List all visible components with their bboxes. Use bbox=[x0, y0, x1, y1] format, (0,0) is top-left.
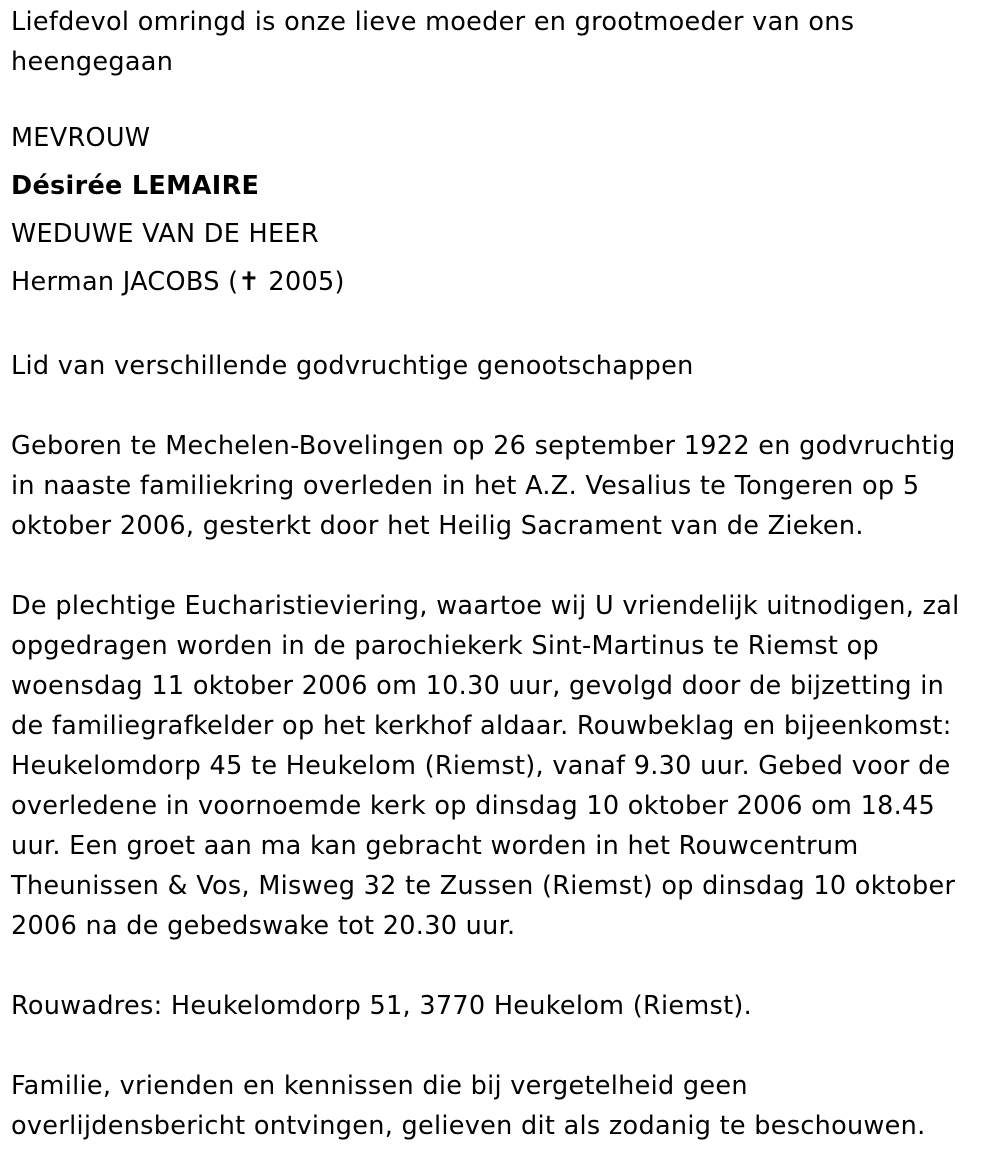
deceased-name: Désirée LEMAIRE bbox=[11, 171, 260, 201]
ceremony-paragraph bbox=[11, 586, 986, 946]
spouse-line: Herman JACOBS (✝ 2005) bbox=[11, 267, 345, 297]
text-line: 2006 na de gebedswake tot 20.30 uur. bbox=[11, 911, 516, 941]
honorific-title: MEVROUW bbox=[11, 123, 151, 153]
text-line: de familiegrafkelder op het kerkhof aldaar. Rouwbeklag en bijeenkomst: bbox=[11, 711, 952, 741]
intro-paragraph bbox=[11, 2, 986, 82]
text-line: Geboren te Mechelen-Bovelingen op 26 september 1922 en godvruchtig bbox=[11, 431, 956, 461]
text-line: De plechtige Eucharistieviering, waartoe wij U vriendelijk uitnodigen, zal bbox=[11, 591, 960, 621]
text-line: Liefdevol omringd is onze lieve moeder en grootmoeder van ons bbox=[11, 7, 855, 37]
text-line: Lid van verschillende godvruchtige genootschappen bbox=[11, 351, 694, 381]
death-notice bbox=[11, 2, 986, 1146]
deceased-name-block bbox=[11, 114, 986, 306]
address-paragraph bbox=[11, 986, 986, 1026]
text-line: woensdag 11 oktober 2006 om 10.30 uur, gevolgd door de bijzetting in bbox=[11, 671, 945, 701]
text-line: overlijdensbericht ontvingen, gelieven dit als zodanig te beschouwen. bbox=[11, 1111, 926, 1141]
text-line: Rouwadres: Heukelomdorp 51, 3770 Heukelom (Riemst). bbox=[11, 991, 753, 1021]
text-line: Theunissen & Vos, Misweg 32 te Zussen (Riemst) op dinsdag 10 oktober bbox=[11, 871, 956, 901]
text-line: Familie, vrienden en kennissen die bij vergetelheid geen bbox=[11, 1071, 748, 1101]
text-line: overledene in voornoemde kerk op dinsdag 10 oktober 2006 om 18.45 bbox=[11, 791, 936, 821]
relation-line: WEDUWE VAN DE HEER bbox=[11, 219, 319, 249]
membership-paragraph bbox=[11, 346, 986, 386]
text-line: oktober 2006, gesterkt door het Heilig Sacrament van de Zieken. bbox=[11, 511, 864, 541]
text-line: Heukelomdorp 45 te Heukelom (Riemst), vanaf 9.30 uur. Gebed voor de bbox=[11, 751, 951, 781]
text-line: heengegaan bbox=[11, 47, 174, 77]
birth-death-paragraph bbox=[11, 426, 986, 546]
text-line: in naaste familiekring overleden in het A.Z. Vesalius te Tongeren op 5 bbox=[11, 471, 920, 501]
text-line: uur. Een groet aan ma kan gebracht worden in het Rouwcentrum bbox=[11, 831, 859, 861]
closing-paragraph bbox=[11, 1066, 986, 1146]
text-line: opgedragen worden in de parochiekerk Sint-Martinus te Riemst op bbox=[11, 631, 880, 661]
